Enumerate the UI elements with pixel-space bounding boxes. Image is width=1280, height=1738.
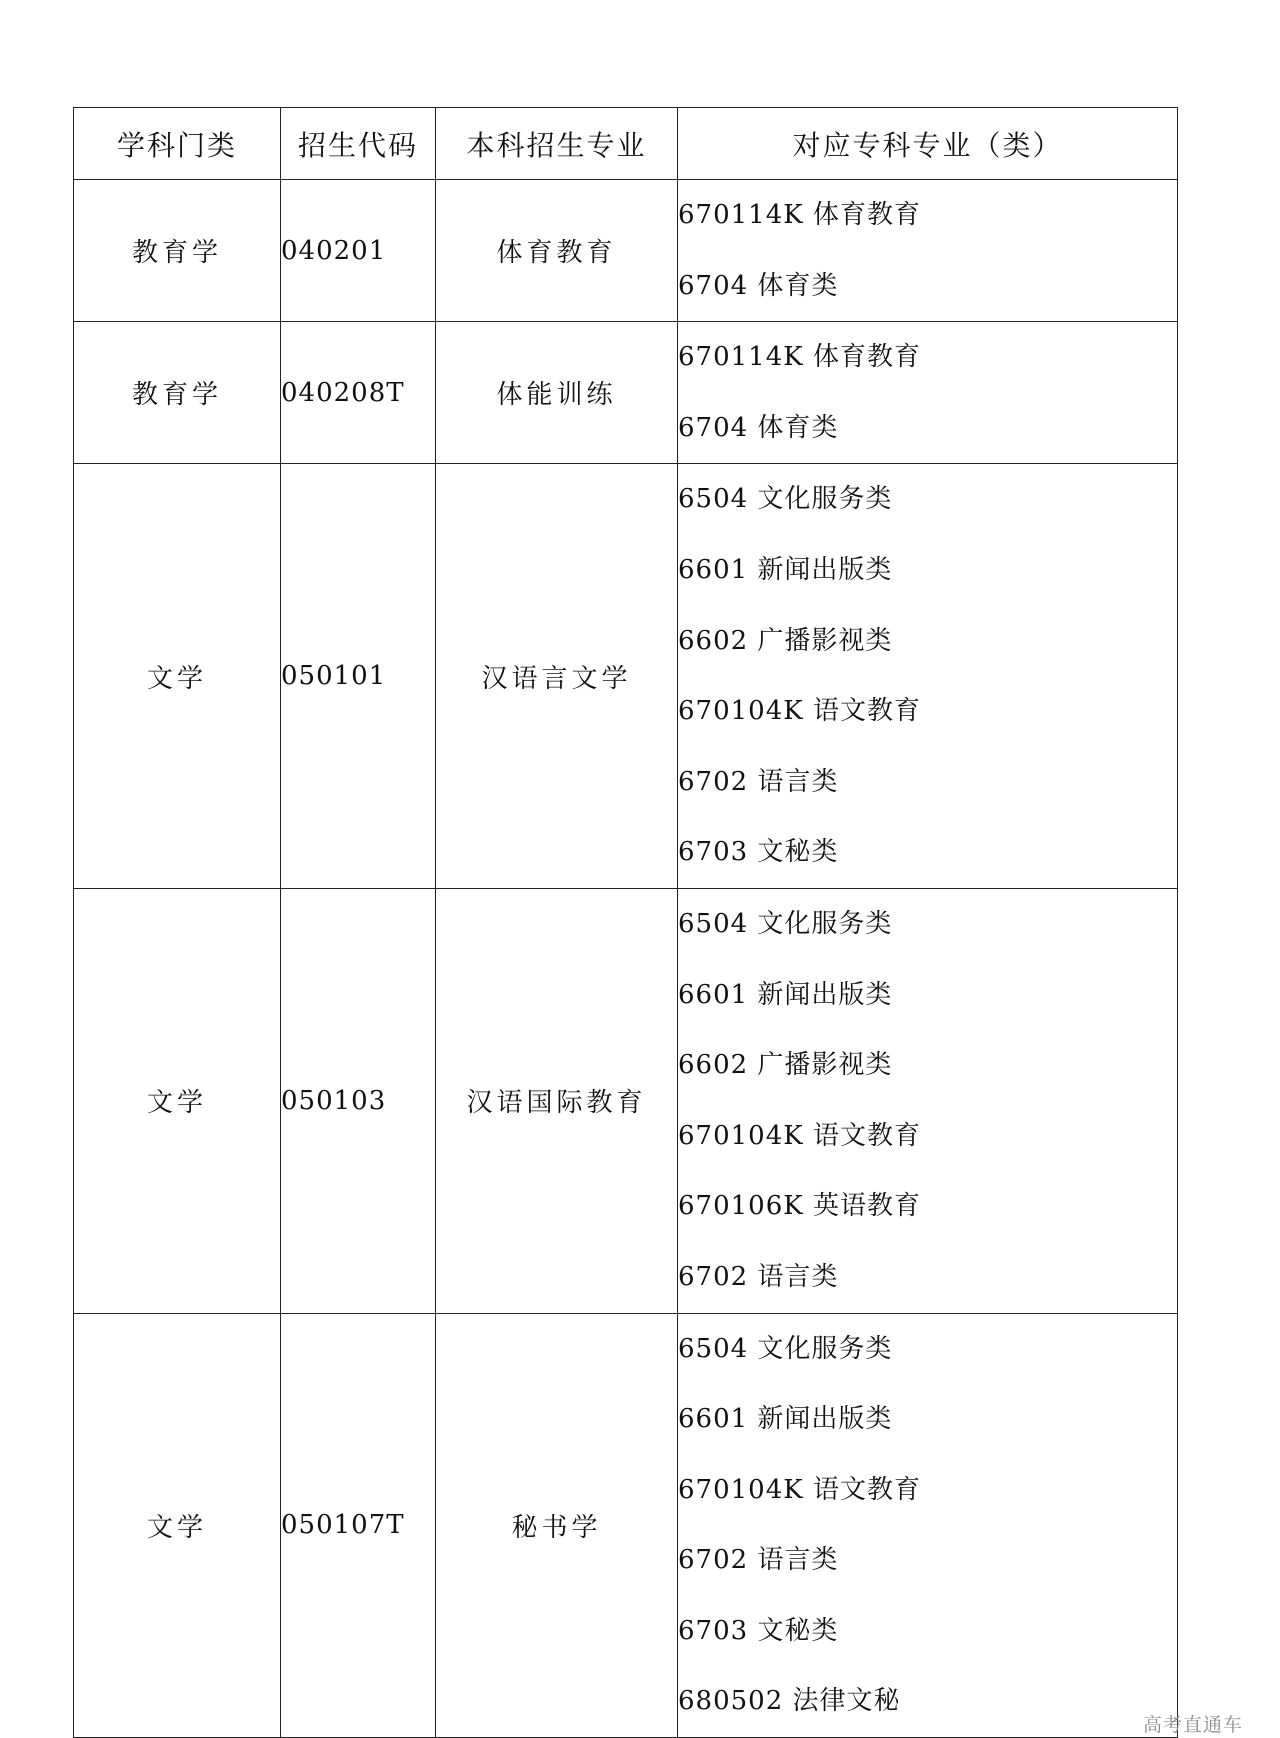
diploma-major-item: 670104K 语文教育 (678, 1120, 921, 1151)
header-row (74, 108, 1178, 180)
diploma-majors-cell (678, 1313, 1178, 1738)
diploma-majors-cell (678, 322, 1178, 464)
diploma-major-item: 670114K 体育教育 (678, 342, 921, 373)
category-cell: 教育学 (74, 322, 281, 464)
table-row (74, 1313, 1178, 1738)
diploma-majors-list (678, 889, 1177, 1313)
table-body (74, 180, 1178, 1738)
diploma-major-item: 6704 体育类 (678, 270, 839, 301)
diploma-majors-list (678, 180, 1177, 321)
diploma-majors-list (678, 464, 1177, 888)
diploma-major-item: 6601 新闻出版类 (678, 554, 893, 585)
header-diploma-majors: 对应专科专业（类） (678, 108, 1178, 180)
table-row (74, 464, 1178, 889)
major-cell: 秘书学 (436, 1313, 678, 1738)
category-cell: 文学 (74, 888, 281, 1313)
diploma-majors-cell (678, 464, 1178, 889)
diploma-major-item: 6703 文秘类 (678, 1615, 839, 1646)
major-cell: 汉语国际教育 (436, 888, 678, 1313)
code-cell: 040201 (281, 180, 436, 322)
header-undergrad-major: 本科招生专业 (436, 108, 678, 180)
major-mapping-table (73, 107, 1178, 1738)
diploma-major-item: 6504 文化服务类 (678, 908, 893, 939)
table-row (74, 322, 1178, 464)
diploma-major-item: 680502 法律文秘 (678, 1686, 901, 1717)
category-cell: 教育学 (74, 180, 281, 322)
major-cell: 体能训练 (436, 322, 678, 464)
header-code: 招生代码 (281, 108, 436, 180)
diploma-major-item: 6703 文秘类 (678, 837, 839, 868)
code-cell: 050101 (281, 464, 436, 889)
code-cell: 040208T (281, 322, 436, 464)
watermark-text: 高考直通车 (1143, 1714, 1244, 1736)
diploma-majors-cell (678, 888, 1178, 1313)
category-cell: 文学 (74, 464, 281, 889)
diploma-major-item: 6702 语言类 (678, 1261, 839, 1292)
diploma-major-item: 6702 语言类 (678, 1545, 839, 1576)
diploma-majors-list (678, 1314, 1177, 1738)
table-row (74, 888, 1178, 1313)
code-cell: 050107T (281, 1313, 436, 1738)
diploma-major-item: 670104K 语文教育 (678, 696, 921, 727)
major-cell: 体育教育 (436, 180, 678, 322)
table-row (74, 180, 1178, 322)
major-cell: 汉语言文学 (436, 464, 678, 889)
diploma-major-item: 6702 语言类 (678, 766, 839, 797)
table-header (74, 108, 1178, 180)
diploma-major-item: 670106K 英语教育 (678, 1191, 921, 1222)
diploma-major-item: 6704 体育类 (678, 412, 839, 443)
diploma-majors-cell (678, 180, 1178, 322)
diploma-major-item: 6504 文化服务类 (678, 484, 893, 515)
category-cell: 文学 (74, 1313, 281, 1738)
diploma-major-item: 6602 广播影视类 (678, 1050, 893, 1081)
diploma-major-item: 6601 新闻出版类 (678, 1404, 893, 1435)
header-category: 学科门类 (74, 108, 281, 180)
diploma-major-item: 670104K 语文教育 (678, 1474, 921, 1505)
diploma-major-item: 6602 广播影视类 (678, 625, 893, 656)
diploma-major-item: 6504 文化服务类 (678, 1333, 893, 1364)
diploma-major-item: 6601 新闻出版类 (678, 979, 893, 1010)
diploma-major-item: 670114K 体育教育 (678, 200, 921, 230)
diploma-majors-list (678, 322, 1177, 463)
code-cell: 050103 (281, 888, 436, 1313)
